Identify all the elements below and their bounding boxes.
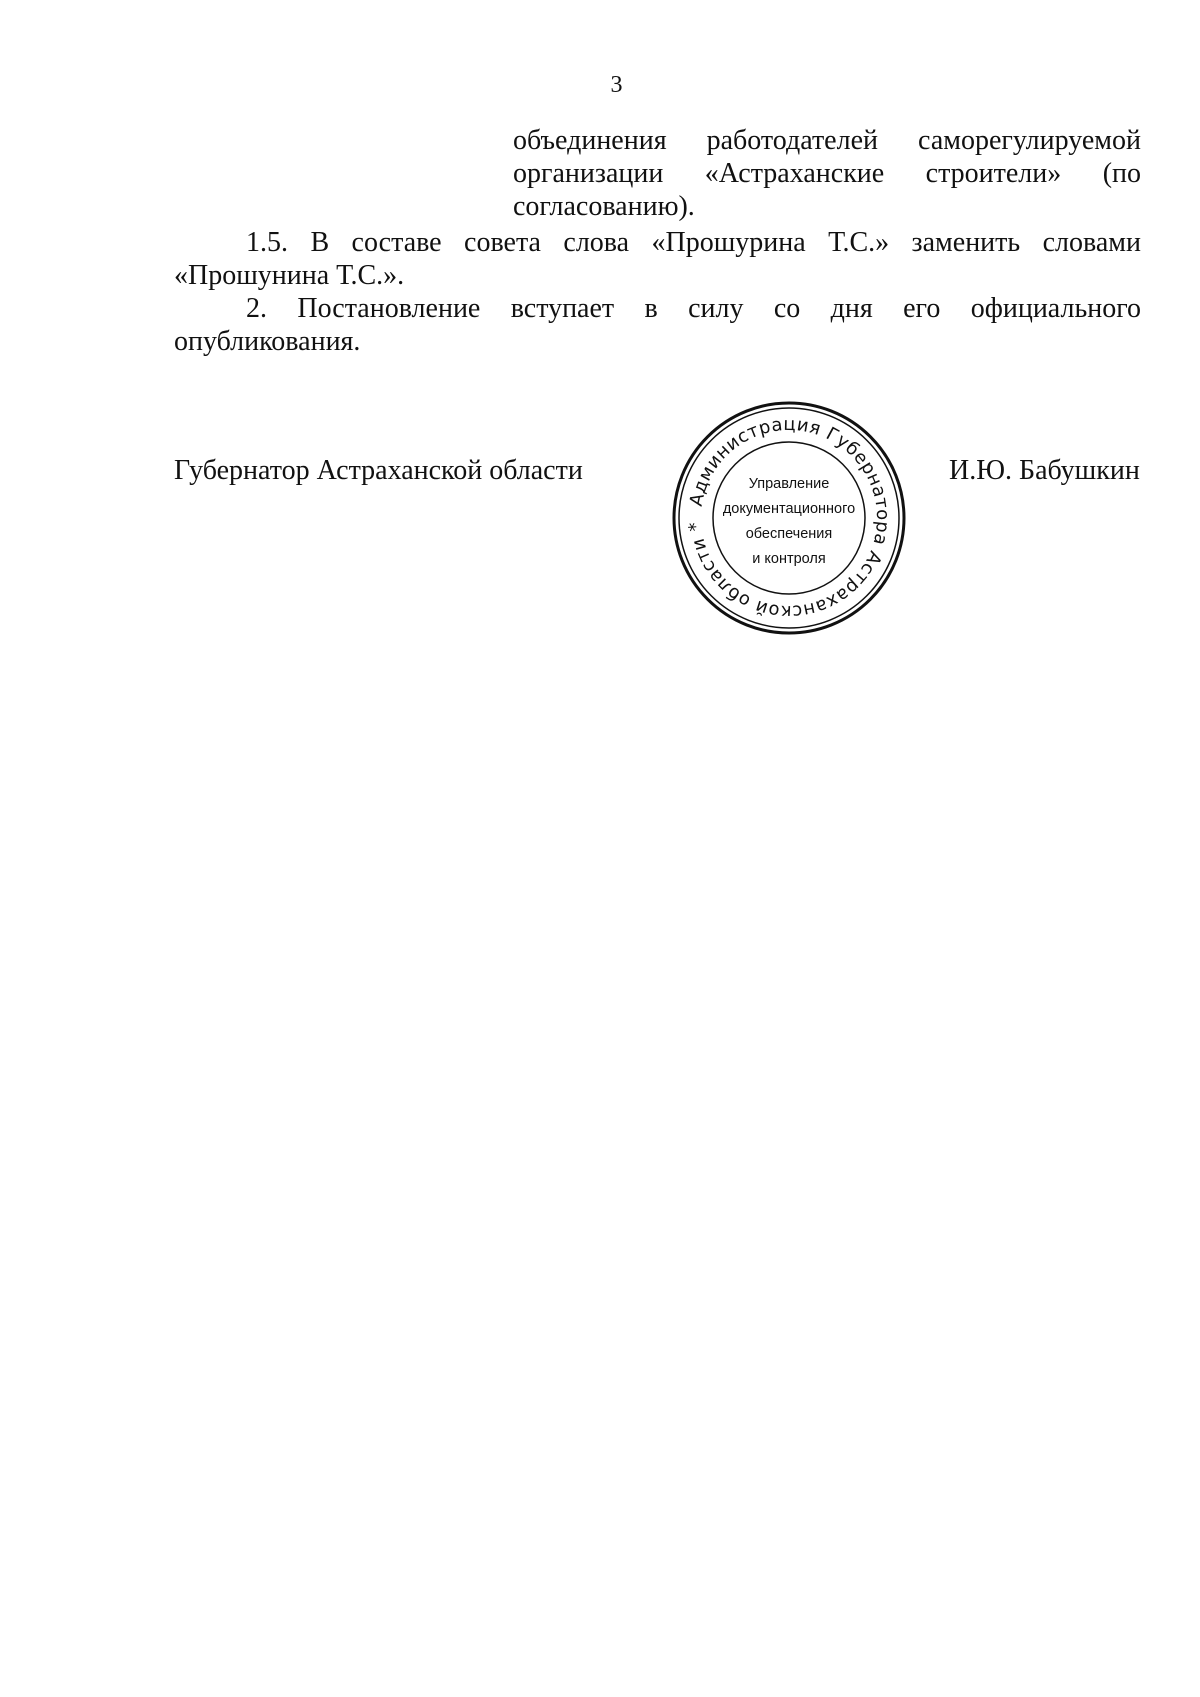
seal-outer-inner-ring xyxy=(679,408,899,628)
continuation-paragraph: объединения работодателей саморегулируемой организации «Астраханские строители» (по согласованию). xyxy=(513,125,1141,222)
seal-graphic xyxy=(671,400,907,636)
seal-center-line-4: и контроля xyxy=(752,551,826,567)
page-number: 3 xyxy=(610,72,623,98)
paragraph-2: 2. Постановление вступает в силу со дня его официального опубликования. xyxy=(174,293,1141,357)
paragraph-1-5: 1.5. В составе совета слова «Прошурина Т.С.» заменить словами «Прошунина Т.С.». xyxy=(174,227,1141,291)
seal-center-line-3: обеспечения xyxy=(745,526,833,542)
seal-outer-ring xyxy=(674,403,904,633)
official-seal xyxy=(671,400,907,636)
seal-center-line-1: Управление xyxy=(748,476,830,492)
seal-inner-ring xyxy=(713,442,865,594)
signatory-title: Губернатор Астраханской области xyxy=(174,455,583,486)
seal-center-line-2: документационного xyxy=(722,501,856,517)
seal-ring-text: Администрация Губернатора Астраханской области * xyxy=(684,413,894,623)
signatory-name: И.Ю. Бабушкин xyxy=(949,455,1140,486)
